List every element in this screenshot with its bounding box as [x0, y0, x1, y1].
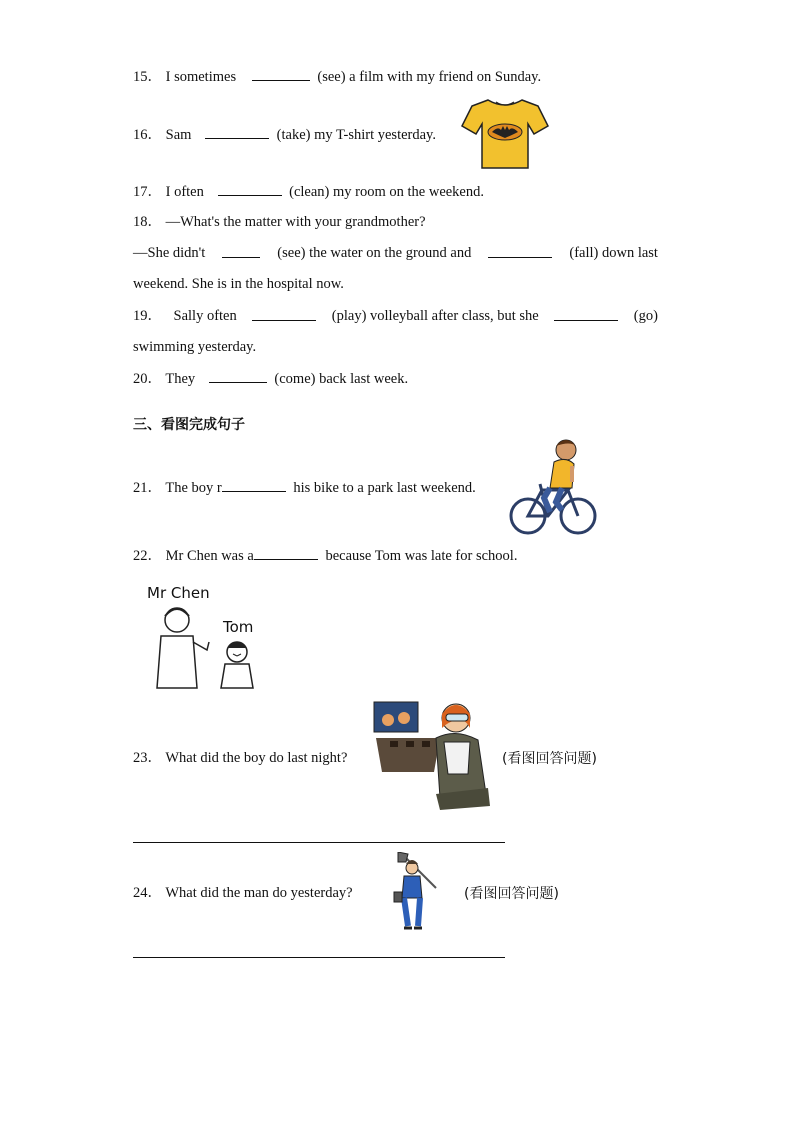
question-number: 20．	[133, 371, 162, 387]
question-number: 24．	[133, 885, 162, 901]
question-18	[133, 212, 426, 232]
question-number: 17．	[133, 184, 162, 200]
tshirt-image	[460, 96, 550, 172]
mr-chen-and-tom-image	[145, 582, 265, 690]
section-heading: 三、看图完成句子	[133, 417, 245, 433]
question-text: his bike to a park last weekend.	[293, 480, 476, 496]
label-tom: Tom	[223, 618, 254, 636]
question-number: 18．	[133, 214, 162, 230]
answer-blank[interactable]	[222, 243, 260, 258]
question-text: —She didn't	[133, 245, 206, 261]
question-number: 16．	[133, 127, 162, 143]
question-number: 21．	[133, 480, 162, 496]
question-16	[133, 124, 436, 145]
answer-blank[interactable]	[209, 368, 267, 383]
question-text: swimming yesterday.	[133, 339, 257, 355]
instruction-note: (看图回答问题)	[464, 886, 559, 902]
question-18-line-2	[133, 243, 658, 263]
instruction-note: (看图回答问题)	[502, 751, 597, 767]
answer-blank[interactable]	[218, 181, 282, 196]
question-text: Sally often	[173, 308, 237, 324]
question-text: What did the boy do last night?	[165, 750, 348, 766]
question-19	[133, 306, 658, 326]
question-text: (see) the water on the ground and	[277, 245, 472, 261]
question-text: (go)	[633, 308, 658, 324]
question-number: 22．	[133, 548, 162, 564]
question-19-line-2	[133, 337, 256, 357]
answer-blank[interactable]	[252, 66, 310, 81]
question-21	[133, 477, 476, 498]
answer-line[interactable]	[133, 842, 505, 843]
question-text: because Tom was late for school.	[325, 548, 518, 564]
question-18-line-3	[133, 274, 344, 294]
question-20	[133, 368, 408, 389]
question-23	[133, 748, 347, 768]
answer-blank[interactable]	[488, 243, 552, 258]
question-text: (see) a film with my friend on Sunday.	[317, 69, 542, 85]
answer-blank[interactable]	[222, 477, 286, 492]
label-mr-chen: Mr Chen	[147, 584, 210, 602]
question-text: They	[165, 371, 196, 387]
question-text: weekend. She is in the hospital now.	[133, 276, 344, 292]
question-number: 23．	[133, 750, 162, 766]
question-number: 19．	[133, 308, 162, 324]
answer-blank[interactable]	[254, 545, 318, 560]
question-text: (fall) down last	[569, 245, 658, 261]
answer-blank[interactable]	[205, 124, 269, 139]
question-24	[133, 883, 353, 903]
question-text: (play) volleyball after class, but she	[331, 308, 539, 324]
question-22	[133, 545, 517, 566]
question-text: The boy r	[165, 480, 222, 496]
answer-blank[interactable]	[554, 306, 618, 321]
question-text: I sometimes	[165, 69, 237, 85]
question-text: —What's the matter with your grandmother?	[165, 214, 426, 230]
question-text: Mr Chen was a	[165, 548, 254, 564]
question-text: (take) my T-shirt yesterday.	[276, 127, 436, 143]
boy-at-cinema-image	[370, 698, 494, 812]
question-text: Sam	[165, 127, 192, 143]
question-text: What did the man do yesterday?	[165, 885, 353, 901]
worker-with-shovel-image	[390, 852, 442, 932]
question-17	[133, 181, 484, 202]
answer-line[interactable]	[133, 957, 505, 958]
boy-riding-bike-image	[506, 432, 600, 540]
question-number: 15．	[133, 69, 162, 85]
question-text: (come) back last week.	[274, 371, 409, 387]
question-text: I often	[165, 184, 204, 200]
question-text: (clean) my room on the weekend.	[289, 184, 484, 200]
question-15	[133, 66, 541, 87]
answer-blank[interactable]	[252, 306, 316, 321]
